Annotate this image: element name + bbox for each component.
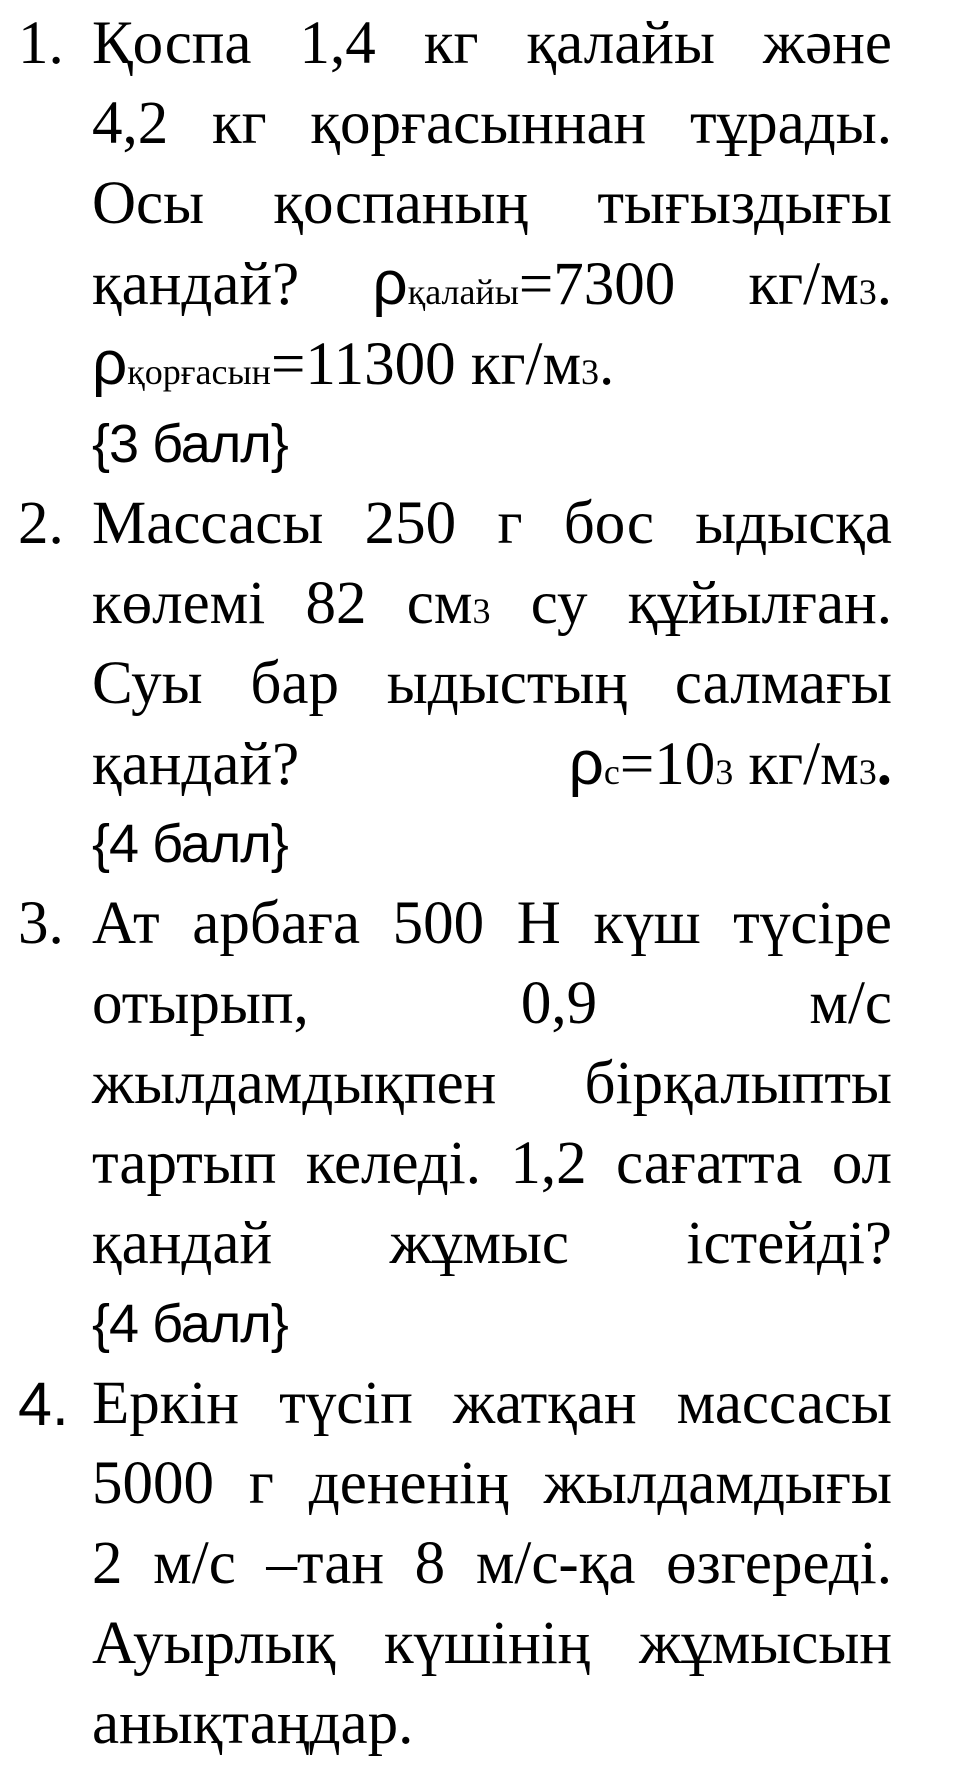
density-unit: кг/м 3 .: [749, 245, 892, 325]
text-line: [92, 1364, 892, 1444]
unit: см: [406, 570, 473, 637]
word: су: [530, 570, 588, 637]
text-line: [92, 724, 892, 804]
unit: кг/м: [748, 251, 859, 318]
problem-text: [92, 1364, 892, 1764]
word: анықтаңдар.: [92, 1690, 414, 1757]
text-line: [92, 1604, 892, 1684]
period: .: [876, 251, 892, 318]
word: тұрады.: [689, 90, 892, 157]
word: 250: [364, 490, 457, 557]
word: жатқан: [452, 1370, 637, 1437]
score-label: {4 балл}: [92, 1294, 288, 1354]
word: Осы: [92, 170, 205, 237]
word: 4,2: [92, 90, 169, 157]
word: Массасы: [92, 490, 324, 557]
word: Н: [516, 890, 561, 957]
word: сағатта: [615, 1130, 803, 1197]
word: түсіп: [279, 1370, 413, 1437]
text-line: [92, 884, 892, 964]
word: м/с: [153, 1530, 236, 1597]
word: қоспаның: [273, 170, 529, 237]
volume-unit: см 3: [407, 564, 491, 644]
word: м/с: [809, 970, 892, 1037]
word: Еркін: [92, 1370, 239, 1437]
word: қандай?: [92, 251, 300, 318]
problem-text: [92, 4, 892, 484]
word: кг: [212, 90, 267, 157]
density-value: =10: [619, 731, 716, 798]
word: отырып,: [92, 970, 309, 1037]
word: құйылған.: [627, 570, 892, 637]
period: .: [876, 731, 892, 798]
word: және: [763, 10, 892, 77]
text-line: [92, 324, 892, 404]
text-line: [92, 644, 892, 724]
text-line: [92, 244, 892, 324]
word: Ауырлық: [92, 1610, 336, 1677]
word: бос: [563, 490, 654, 557]
word: –тан: [266, 1530, 385, 1597]
word: Ат: [92, 890, 160, 957]
text-line: [92, 564, 892, 644]
word: ыдысқа: [695, 490, 892, 557]
problem-text: [92, 484, 892, 884]
word: 1,4: [299, 10, 376, 77]
density-value: =7300: [518, 251, 676, 318]
text-line: [92, 164, 892, 244]
word: 8: [414, 1530, 446, 1597]
text-line: [92, 1124, 892, 1204]
problem-number: 2.: [18, 490, 64, 557]
word: 1,2: [510, 1130, 587, 1197]
score-label: {3 балл}: [92, 414, 288, 474]
word: 82: [305, 570, 367, 637]
word: істейді?: [686, 1210, 892, 1277]
word: м/с-қа: [475, 1530, 636, 1597]
density-water: ρ с =10 3 кг/м 3 .: [569, 724, 892, 805]
text-line: [92, 1684, 892, 1764]
text-line: [92, 1044, 892, 1124]
density-lead: ρ қорғасын =11300 кг/м 3 .: [92, 324, 614, 405]
word: 0,9: [520, 970, 598, 1037]
text-line: [92, 964, 892, 1044]
problem-text: [92, 884, 892, 1364]
word: бірқалыпты: [584, 1050, 892, 1117]
density-value: =11300 кг/м: [270, 331, 582, 398]
unit: кг/м: [748, 731, 859, 798]
text-line: [92, 1444, 892, 1524]
word: г: [248, 1450, 274, 1517]
word: г: [497, 490, 523, 557]
text-line: [92, 84, 892, 164]
rho-symbol: ρ: [92, 329, 128, 398]
word: жылдамдығы: [543, 1450, 892, 1517]
word: салмағы: [674, 650, 892, 717]
text-line: [92, 1524, 892, 1604]
text-line: [92, 4, 892, 84]
word: түсіре: [733, 890, 892, 957]
word: келеді.: [305, 1130, 481, 1197]
word: көлемі: [92, 570, 266, 637]
problem-number: 1.: [18, 10, 64, 77]
word: 5000: [92, 1450, 214, 1517]
word: 500: [392, 890, 485, 957]
word: ол: [831, 1130, 892, 1197]
text-line: [92, 484, 892, 564]
word: қорғасыннан: [310, 90, 647, 157]
word: күшінің: [384, 1610, 591, 1677]
period: .: [599, 331, 615, 398]
score-label: {4 балл}: [92, 814, 288, 874]
word: ыдыстың: [386, 650, 628, 717]
word: Суы: [92, 650, 203, 717]
rho-symbol: ρ: [568, 729, 604, 798]
word: күш: [593, 890, 701, 957]
word: жұмыс: [389, 1210, 569, 1277]
word: 2: [92, 1530, 123, 1597]
word: тартып: [92, 1130, 277, 1197]
word: қандай?: [92, 731, 300, 798]
rho-symbol: ρ: [372, 249, 408, 318]
word: кг: [423, 10, 479, 77]
word: қандай: [92, 1210, 273, 1277]
problem-number: 3.: [18, 890, 64, 957]
word: өзгереді.: [666, 1530, 892, 1597]
word: арбаға: [192, 890, 361, 957]
word: жұмысын: [639, 1610, 892, 1677]
word: тығыздығы: [597, 170, 892, 237]
word: дененің: [308, 1450, 509, 1517]
word: массасы: [676, 1370, 892, 1437]
density-tin: ρ қалайы =7300: [372, 244, 675, 325]
text-line: [92, 1204, 892, 1284]
word: жылдамдықпен: [92, 1050, 497, 1117]
word: бар: [250, 650, 340, 717]
word: қалайы: [526, 10, 715, 77]
problem-number: 4.: [18, 1370, 69, 1438]
word: Қоспа: [92, 10, 252, 77]
